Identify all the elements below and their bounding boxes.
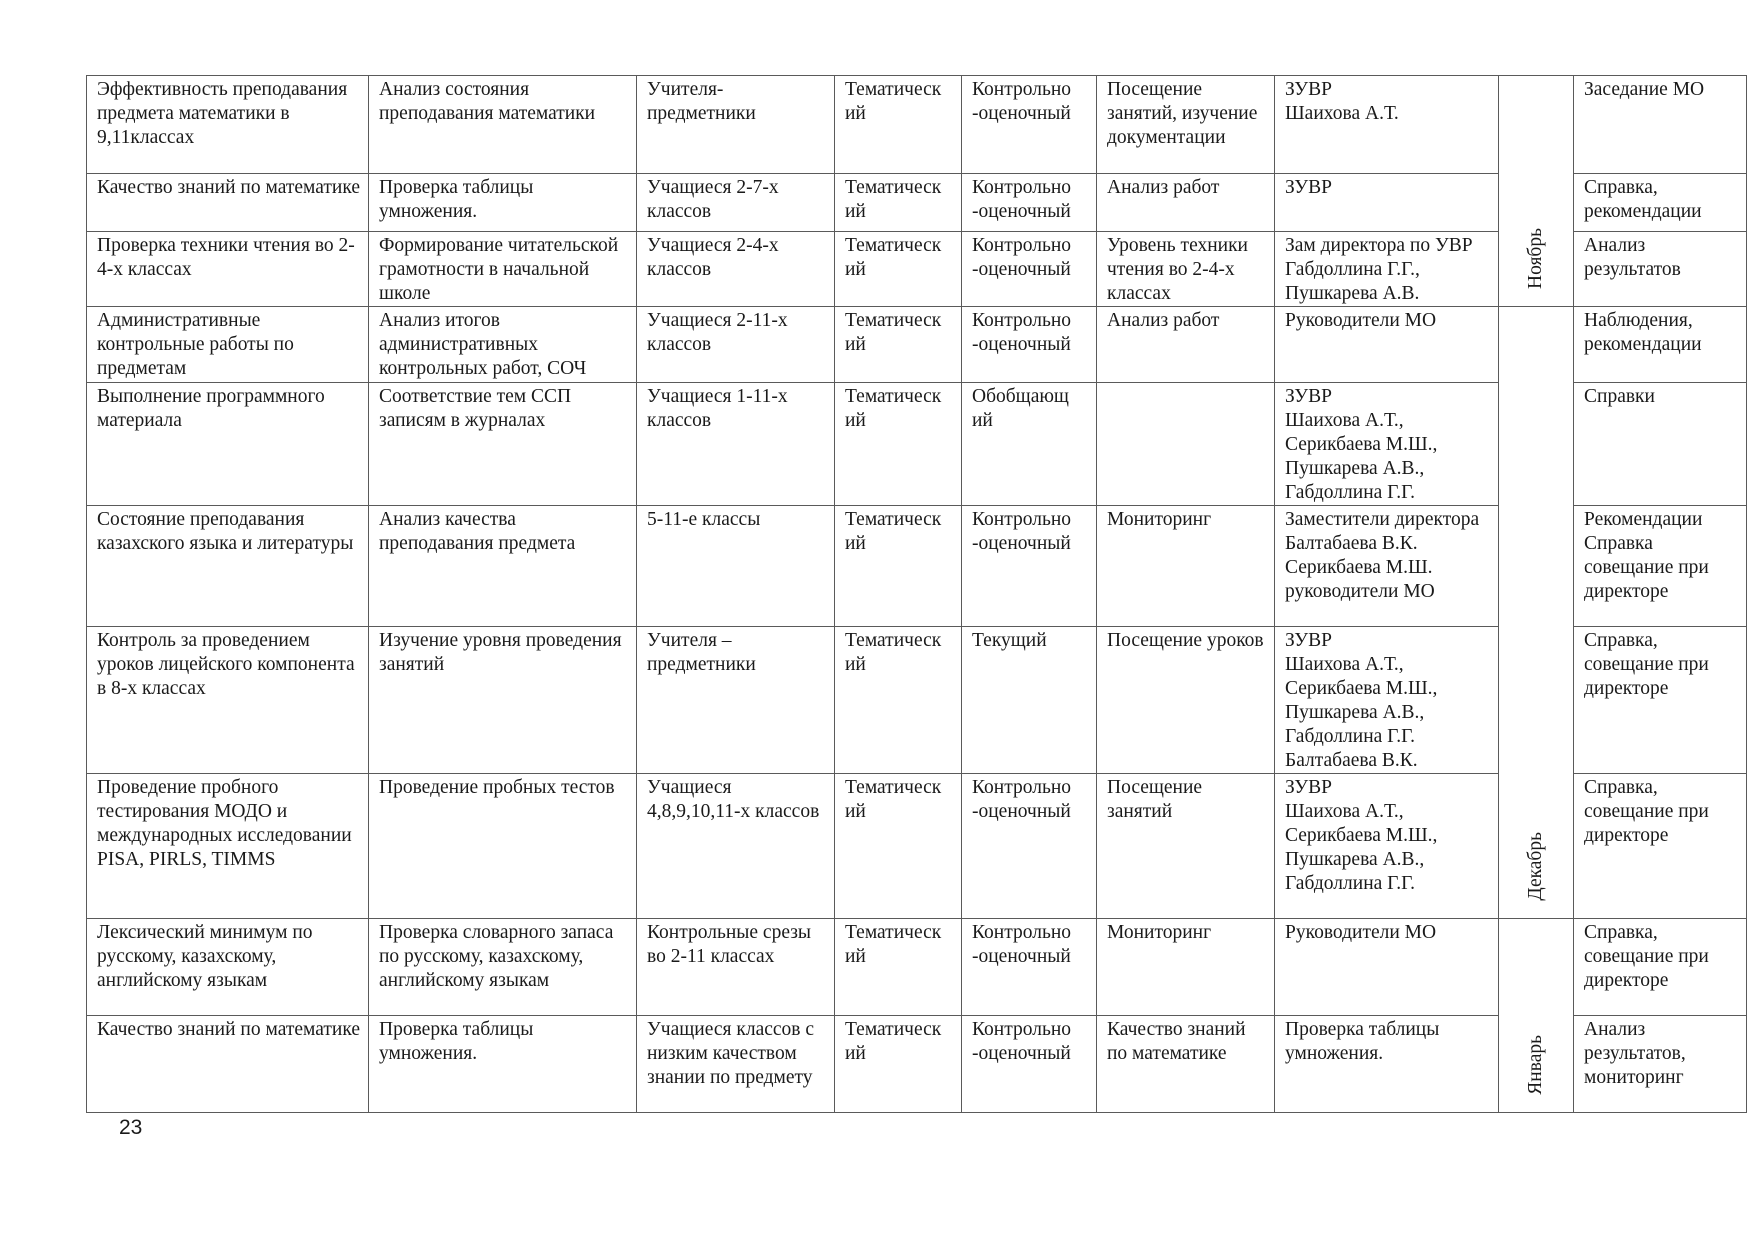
cell-topic: Состояние преподавания казахского языка и литературы [87,506,369,627]
cell-form: Контрольно -оценочный [962,76,1097,174]
cell-object: Учащиеся 2-7-х классов [637,174,835,232]
cell-responsible: Руководители МО [1275,307,1499,383]
cell-method: Качество знаний по математике [1097,1016,1275,1113]
cell-type: Тематическ ий [835,506,962,627]
cell-result: Рекомендации Справка совещание при директоре [1574,506,1747,627]
cell-type: Тематическ ий [835,919,962,1016]
cell-object: Учащиеся 2-4-х классов [637,232,835,307]
cell-topic: Проверка техники чтения во 2-4-х классах [87,232,369,307]
cell-purpose: Анализ качества преподавания предмета [369,506,637,627]
document-page [86,75,1746,1113]
cell-method: Анализ работ [1097,307,1275,383]
cell-method: Анализ работ [1097,174,1275,232]
cell-object: Учителя- предметники [637,76,835,174]
cell-object: Учащиеся 4,8,9,10,11-х классов [637,774,835,919]
cell-result: Справка, совещание при директоре [1574,774,1747,919]
cell-object: Контрольные срезы во 2-11 классах [637,919,835,1016]
table-row [87,774,1747,919]
cell-responsible: Зам директора по УВР Габдоллина Г.Г., Пушкарева А.В. [1275,232,1499,307]
cell-type: Тематическ ий [835,307,962,383]
cell-topic: Качество знаний по математике [87,1016,369,1113]
cell-purpose: Проверка таблицы умножения. [369,1016,637,1113]
cell-form: Контрольно -оценочный [962,919,1097,1016]
month-label-january: Январь [1525,1035,1546,1095]
cell-result: Справки [1574,383,1747,506]
cell-purpose: Анализ состояния преподавания математики [369,76,637,174]
cell-method [1097,383,1275,506]
table-row [87,76,1747,174]
cell-type: Тематическ ий [835,774,962,919]
cell-object: 5-11-е классы [637,506,835,627]
cell-method: Уровень техники чтения во 2-4-х классах [1097,232,1275,307]
cell-type: Тематическ ий [835,383,962,506]
table-row [87,506,1747,627]
cell-purpose: Анализ итогов административных контрольных работ, СОЧ [369,307,637,383]
table-row [87,307,1747,383]
table-row [87,919,1747,1016]
month-label-november: Ноябрь [1525,228,1546,289]
cell-purpose: Формирование читательской грамотности в начальной школе [369,232,637,307]
cell-topic: Лексический минимум по русскому, казахскому, английскому языкам [87,919,369,1016]
cell-result: Справка, совещание при директоре [1574,627,1747,774]
cell-result: Справка, совещание при директоре [1574,919,1747,1016]
cell-form: Контрольно -оценочный [962,1016,1097,1113]
cell-method: Посещение занятий, изучение документации [1097,76,1275,174]
cell-form: Контрольно -оценочный [962,506,1097,627]
cell-object: Учащиеся 2-11-х классов [637,307,835,383]
cell-form: Контрольно -оценочный [962,307,1097,383]
cell-form: Контрольно -оценочный [962,774,1097,919]
month-cell-january [1499,919,1574,1113]
control-plan-table [86,75,1747,1113]
cell-result: Анализ результатов, мониторинг [1574,1016,1747,1113]
cell-method: Мониторинг [1097,919,1275,1016]
month-cell-november [1499,76,1574,307]
cell-purpose: Проверка таблицы умножения. [369,174,637,232]
cell-result: Анализ результатов [1574,232,1747,307]
cell-topic: Качество знаний по математике [87,174,369,232]
page-number: 23 [119,1116,143,1139]
cell-type: Тематическ ий [835,76,962,174]
cell-form: Обобщающ ий [962,383,1097,506]
cell-purpose: Проведение пробных тестов [369,774,637,919]
cell-type: Тематическ ий [835,232,962,307]
table-row [87,232,1747,307]
cell-responsible: ЗУВР Шаихова А.Т., Серикбаева М.Ш., Пушкарева А.В., Габдоллина Г.Г. [1275,383,1499,506]
cell-method: Посещение уроков [1097,627,1275,774]
cell-responsible: Заместители директора Балтабаева В.К. Серикбаева М.Ш. руководители МО [1275,506,1499,627]
table-row [87,174,1747,232]
cell-topic: Административные контрольные работы по предметам [87,307,369,383]
cell-topic: Эффективность преподавания предмета математики в 9,11классах [87,76,369,174]
cell-purpose: Изучение уровня проведения занятий [369,627,637,774]
cell-type: Тематическ ий [835,1016,962,1113]
cell-form: Контрольно -оценочный [962,232,1097,307]
cell-topic: Проведение пробного тестирования МОДО и международных исследовании PISA, PIRLS, TIMMS [87,774,369,919]
cell-responsible: ЗУВР Шаихова А.Т., Серикбаева М.Ш., Пушкарева А.В., Габдоллина Г.Г. Балтабаева В.К. [1275,627,1499,774]
cell-object: Учителя – предметники [637,627,835,774]
cell-responsible: ЗУВР Шаихова А.Т., Серикбаева М.Ш., Пушкарева А.В., Габдоллина Г.Г. [1275,774,1499,919]
cell-result: Наблюдения, рекомендации [1574,307,1747,383]
cell-result: Заседание МО [1574,76,1747,174]
cell-form: Текущий [962,627,1097,774]
cell-purpose: Проверка словарного запаса по русскому, казахскому, английскому языкам [369,919,637,1016]
cell-topic: Выполнение программного материала [87,383,369,506]
cell-responsible: ЗУВР [1275,174,1499,232]
table-row [87,1016,1747,1113]
table-row [87,627,1747,774]
cell-method: Посещение занятий [1097,774,1275,919]
cell-type: Тематическ ий [835,174,962,232]
cell-object: Учащиеся 1-11-х классов [637,383,835,506]
cell-topic: Контроль за проведением уроков лицейского компонента в 8-х классах [87,627,369,774]
month-label-december: Декабрь [1525,832,1546,901]
cell-responsible: ЗУВР Шаихова А.Т. [1275,76,1499,174]
cell-type: Тематическ ий [835,627,962,774]
cell-responsible: Руководители МО [1275,919,1499,1016]
cell-object: Учащиеся классов с низким качеством знании по предмету [637,1016,835,1113]
month-cell-december [1499,307,1574,919]
cell-result: Справка, рекомендации [1574,174,1747,232]
cell-purpose: Соответствие тем ССП записям в журналах [369,383,637,506]
cell-form: Контрольно -оценочный [962,174,1097,232]
table-row [87,383,1747,506]
cell-method: Мониторинг [1097,506,1275,627]
cell-responsible: Проверка таблицы умножения. [1275,1016,1499,1113]
